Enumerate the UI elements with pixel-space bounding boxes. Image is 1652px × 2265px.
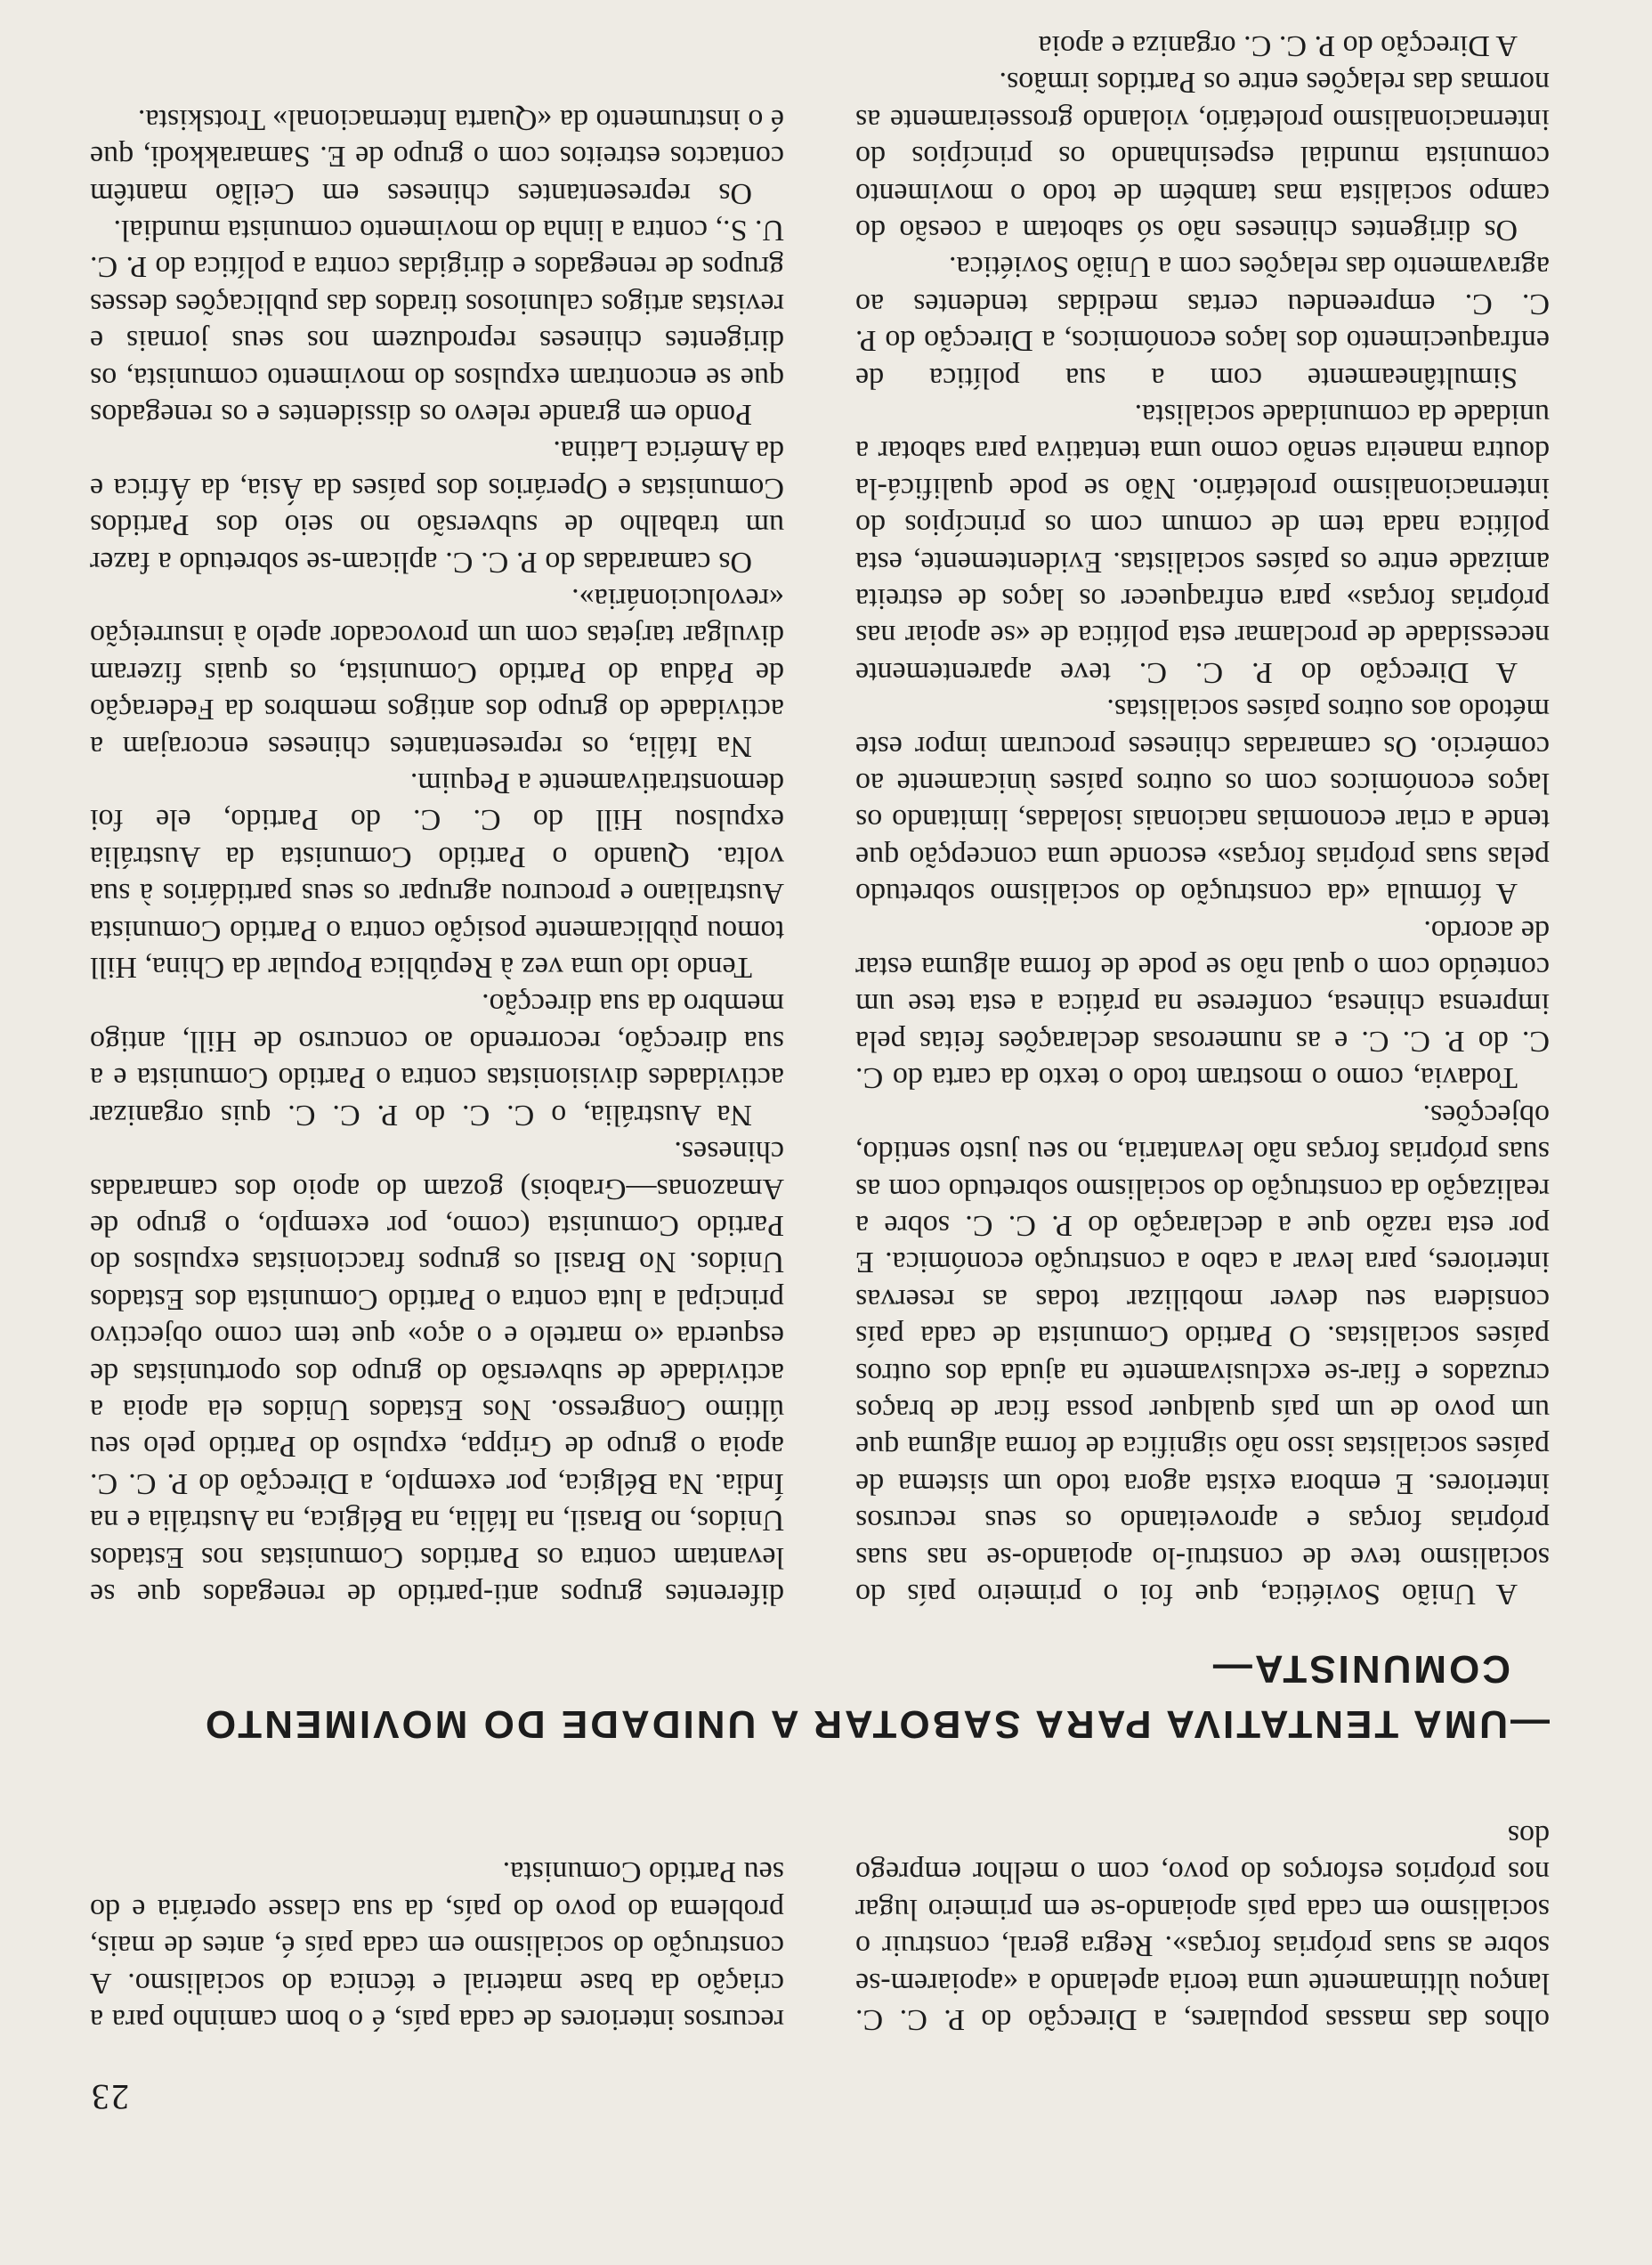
- paragraph: Na Itália, os representantes chineses encorajam a actividade do grupo dos antigos membros da Federação de Pádua do Partido Comunista, os quais fizeram divulgar tarjetas com um provocador apelo à insurreição «revolucionária».: [90, 582, 784, 763]
- paragraph: Simultâneamente com a sua política de enfraquecimento dos laços económicos, a Direcção do P. C. C. empreendeu certas medidas tendentes ao agravamento das relações com a União Soviética.: [855, 250, 1550, 394]
- paragraph: Os camaradas do P. C. C. aplicam-se sobretudo a fazer um trabalho de subversão no seio dos Partidos Comunistas e Operários dos países da Ásia, da África e da América Latina.: [90, 434, 784, 579]
- left-column: [855, 28, 1550, 1612]
- top-right-column: [90, 1854, 784, 2038]
- top-left-column: [855, 1817, 1550, 2038]
- paragraph: Pondo em grande relevo os dissidentes e os renegados que se encontram expulsos do movimento comunista, os dirigentes chineses reproduzem nos seus jornais e revistas artigos caluniosos tirados das publicações desses grupos de renegados e dirigidas contra a política do P. C. U. S., contra a linha do movimento comunista mundial.: [90, 213, 784, 431]
- paragraph: Os representantes chineses em Ceilão mantêm contactos estreitos com o grupo de E. Samarakkodi, que é o instrumento da «Quarta Internacional» Trotskista.: [90, 102, 784, 210]
- paragraph: Na Austrália, o C. C. do P. C. C. quis organizar actividades divisionistas contra o Partido Comunista e a sua direcção, recorrendo ao concurso de Hill, antigo membro da sua direcção.: [90, 987, 784, 1132]
- section-heading-line-1: —UMA TENTATIVA PARA SABOTAR A UNIDADE DO MOVIMENTO: [202, 1702, 1550, 1746]
- page-number: 23: [90, 2077, 129, 2117]
- paragraph: A Direcção do P. C. C. teve aparentemente necessidade de proclamar esta política de «se apoiar nas próprias forças» para enfraquecer os laços de estreita amizade entre os países socialistas. Evidentemente, esta política nada tem de comum com os princípios do internacionalismo proletário. Não se pode qualificá-la doutra maneira senão como uma tentativa para sabotar a unidade da comunidade socialista.: [855, 398, 1550, 689]
- paragraph: A Direcção do P. C. C. organiza e apoia: [1038, 28, 1518, 62]
- paragraph: A fórmula «da construção do socialismo sobretudo pelas suas próprias forças» esconde uma concepção que tende a criar economias nacionais isoladas, limitando os laços económicos com os outros países ùnicamente ao comércio. Os camaradas chineses procuram impor este método aos outros países socialistas.: [855, 693, 1550, 911]
- paragraph: Os dirigentes chineses não só sabotam a coesão do campo socialista mas também de todo o movimento comunista mundial espesinhando os princípios do internacionalismo proletário, violando grosseiramente as normas das relações entre os Partidos irmãos.: [855, 66, 1550, 247]
- paragraph: olhos das massas populares, a Direcção do P. C. C. lançou ùltimamente uma teoria apelando a «apoiarem-se sobre as suas próprias forças». Regra geral, construir o socialismo em cada país apoiando-se em primeiro lugar nos próprios esforços do povo, com o melhor emprego dos: [855, 1818, 1550, 2036]
- section-heading: [90, 1641, 1550, 1751]
- paragraph: diferentes grupos anti-partido de renegados que se levantam contra os Partidos Comunistas nos Estados Unidos, no Brasil, na Itália, na Bélgica, na Austrália e na Índia. Na Bélgica, por exemplo, a Direcção do P. C. C. apoia o grupo de Grippa, expulso do Partido pelo seu último Congresso. Nos Estados Unidos ela apoia a actividade de subversão do grupo dos oportunistas de esquerda «o martelo e o aço» que tem como objectivo principal a luta contra o Partido Comunista dos Estados Unidos. No Brasil os grupos fraccionistas expulsos do Partido Comunista (como, por exemplo, o grupo de Amazonas—Grabois) gozam do apoio dos camaradas chineses.: [90, 1135, 784, 1611]
- right-column: [90, 101, 784, 1612]
- paragraph: Todavia, como o mostram todo o texto da carta do C. C. do P. C. C. e as numerosas declarações feitas pela imprensa chinesa, conferese na prática a esta tese um conteúdo com o qual não se pode de forma alguma estar de acordo.: [855, 913, 1550, 1095]
- paragraph: recursos interiores de cada país, é o bom caminho para a criação da base material e técnica do socialismo. A construção do socialismo em cada país é, antes de mais, problema do povo do país, da sua classe operária e do seu Partido Comunista.: [90, 1855, 784, 2036]
- page-body: [90, 28, 1550, 2118]
- paragraph: A União Soviética, que foi o primeiro país do socialismo teve de construí-lo apoiando-se nas suas próprias forças e aproveitando os seus recursos interiores. E embora exista agora todo um sistema de países socialistas isso não significa de forma alguma que um povo de um país qualquer possa ficar de braços cruzados e fiar-se exclusivamente na ajuda dos outros países socialistas. O Partido Comunista de cada país considera seu dever mobilizar todas as reservas interiores, para levar a cabo a construção económica. E por esta razão que a declaração do P. C. C. sobre a realização da construção do socialismo sobretudo com as suas próprias forças não levantaria, no seu justo sentido, objecções.: [855, 1098, 1550, 1611]
- paragraph: Tendo ido uma vez à República Popular da China, Hill tomou pùblicamente posição contra o Partido Comunista Australiano e procurou agrupar os seus partidários à sua volta. Quando o Partido Comunista da Austrália expulsou Hill do C. C. do Partido, ele foi demonstrativamente a Pequim.: [90, 767, 784, 985]
- section-heading-line-2: COMUNISTA—: [1210, 1647, 1510, 1691]
